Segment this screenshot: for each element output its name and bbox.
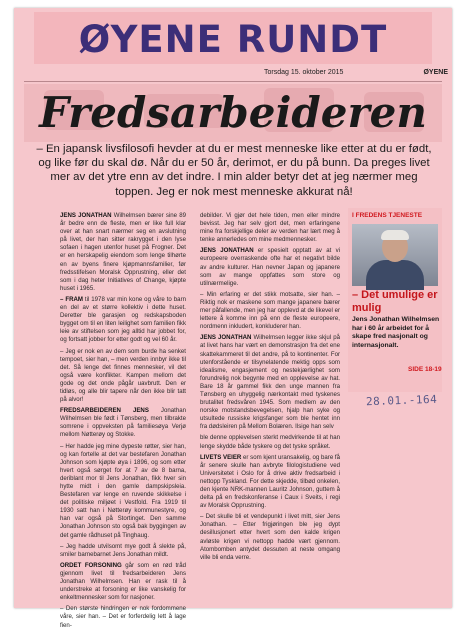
paragraph: – Den største hindringen er nok fordommene våre, sier han. – Det er forferdelig lett å lage fien-	[60, 605, 186, 629]
paragraph: JENS JONATHAN er spesielt opptatt av at vi europeere overraskende ofte har et negativt bilde av andre kulturer. Han nevner Japan og japanere som av mange oppfattes som store og utilnærmelige.	[200, 247, 341, 287]
teaser-box	[348, 208, 442, 392]
article-column-1	[60, 212, 186, 633]
teaser-headline: – Det umulige er mulig	[352, 289, 438, 314]
paragraph: – FRAM til 1978 var min kone og våre to barn en del av et større kollektiv i dette huset. Deretter ble garasjen og redskapsboden bygget om til en liten leilighet som familien fikk leie av stiftelsen som jeg alltid har jobbet for, og fortsatt jobber for etter godt og vel 60 år.	[60, 295, 186, 344]
archive-stamp: 28.01.-164	[365, 392, 438, 409]
article-headline: Fredsarbeideren	[39, 88, 427, 137]
paragraph: ORDET FORSONING går som en rød tråd gjennom livet til fredsarbeideren Jens Jonathan Wilhelmsen. Han er rask til å understreke at forsoning er like vanskelig for enkeltmennesker som for nasjoner.	[60, 561, 186, 602]
paragraph: debilder. Vi gjør det hele tiden, men eller mindre bevisst. Jeg har selv gjort det, men erfaringene mine fra forskjellige deler av verden har lært meg å tenke annerledes om mine medmennesker.	[200, 212, 340, 244]
teaser-tag: I FREDENS TJENESTE	[352, 212, 423, 219]
dateline-divider	[24, 81, 442, 82]
paragraph: – Jeg er nok en av dem som burde ha senket tempoet, sier han, – men verden innbyr ikke til det. Så lenge det finnes mennesker, vil det også være konflikter. Kampen mellom det gode og det onde pågår uavbrutt. Den er tidløs, og alle blir tapere når den ikke blir tatt på alvor!	[60, 347, 186, 404]
article-column-2	[200, 212, 340, 565]
paragraph: – Jeg hadde utvilsomt mye godt å slekte på, smiler barnebarnet Jens Jonathan mildt.	[60, 542, 186, 558]
paragraph: – Det skulle bli et vendepunkt i livet mitt, sier Jens Jonathan. – Etter frigjøringen ble jeg dypt desillusjonert etter hvert som den kalde krigen avløste krigen vi nettopp hadde vært gjennom. Atombomben antydet dessuten at neste omgang ville bli enda verre.	[200, 513, 340, 561]
masthead-title: ØYENE RUNDT	[78, 18, 388, 61]
section-label: ØYENE	[423, 69, 448, 76]
paragraph: JENS JONATHAN Wilhelmsen legger ikke skjul på at livet hans har vært en demonstrasjon fra det ene skattekammeret til det andre, på to kontinenter. For utenforstående er tilsynelatende mektig opps som idealisme, engasjement og nestekjærlighet som forundrelig nok begynte med en opplevelse av hat. Bare 18 år gammel fikk den unge mannen fra Tønsberg en uhyggelig nærkontakt med tyskenes brutalitet fredsvåren 1945. Som medlem av den norske motstandsbevegelsen, hjalp han syke og utsultede russiske krigsfanger som ble hentet inn fra dødsleiren på Mellom Bolæren. Ilsige han selv	[200, 334, 341, 431]
masthead	[34, 12, 432, 64]
paragraph: ble denne opplevelsen sterkt medvirkende til at han lenge skydde både tyskere og det tyske språket.	[200, 434, 340, 450]
paragraph: – Min erfaring er det stikk motsatte, sier han. – Riktig nok er maskene som mange japanere bærer mer påfallende, men jeg har opplevd at de likevel er lettere å komme inn på enn de fleste europeere, nordmenn inkludert, konkluderer han.	[200, 290, 340, 331]
dateline	[14, 66, 452, 82]
teaser-page-ref: SIDE 18-19	[408, 366, 442, 373]
paragraph: JENS JONATHAN Wilhelmsen bærer sine 89 år bedre enn de fleste, men er like full klar over at han snart nærmer seg en avslutning på livet, der han sitter rakrygget i den lyse sofaen i hagen utenfor huset på Frogner. Det er en herskapelig eiendom som lenge tilhørte en av byens finere kjøpmannsfamilier, før fredsstifelsen Moralsk Opprustning, eller det som i dag heter Initiatives of Change, kjøpte huset i 1965.	[60, 212, 186, 292]
portrait-photo	[352, 224, 438, 286]
newspaper-clipping	[14, 8, 452, 629]
paragraph: LIVETS VEIER er som kjent uransakelig, og bare få år senere skulle han avbryte filologistudiene ved Universitetet i Oslo for å drive aktiv fredsarbeid i nettopp Tyskland. For dette skjedde, tilbød onkelen, den kjente NRK-mannen Lauritz Johnson, guttem å delta på en fredskonferanse i Caux i Sveits, i regi av Moralsk Opprustning.	[200, 453, 340, 510]
article-lede: – En japansk livsfilosofi hevder at du er mest menneske like etter at du er født, og like før du skal dø. Når du er 50 år, derimot, er du på bunn. Da preges livet mer av det ytre enn av det indre. I min alder betyr det at jeg nærmer meg toppen. Jeg er nok mest menneske akkurat nå!	[36, 143, 432, 198]
teaser-text: Jens Jonathan Wilhelmsen har i 60 år arbeidet for å skape fred nasjonalt og internasjonalt.	[352, 316, 440, 349]
paragraph: FREDSARBEIDEREN JENS Jonathan Wilhelmsen ble født i Tønsberg, men tilbrakte somrene i oppveksten på familiesøya Verjø mellom Nøtterøy og Stokke.	[60, 407, 186, 439]
paragraph: – Her hadde jeg mine dypeste røtter, sier han, og kan fortelle at det var bestefaren Jonathan Johnson som kjøpte øya i 1896, og som etter hvert også sørget for at 7 av de 8 barna, deriblant mor til Jens Jonathan, fikk hver sin hytte midt i den gamle dampskipsleia. Bestefaren var lenge en ruvende skikkelse i det politiske miljøet i Vestfold. Fra 1919 til 1930 satt han i Nøtterøy kommunestyre, og han var også på Stortinget. Den samme Jonathan Johnson sto også bak byggingen av det gamle rådhuset på Tinghaug.	[60, 442, 186, 539]
publication-date: Torsdag 15. oktober 2015	[264, 69, 344, 76]
